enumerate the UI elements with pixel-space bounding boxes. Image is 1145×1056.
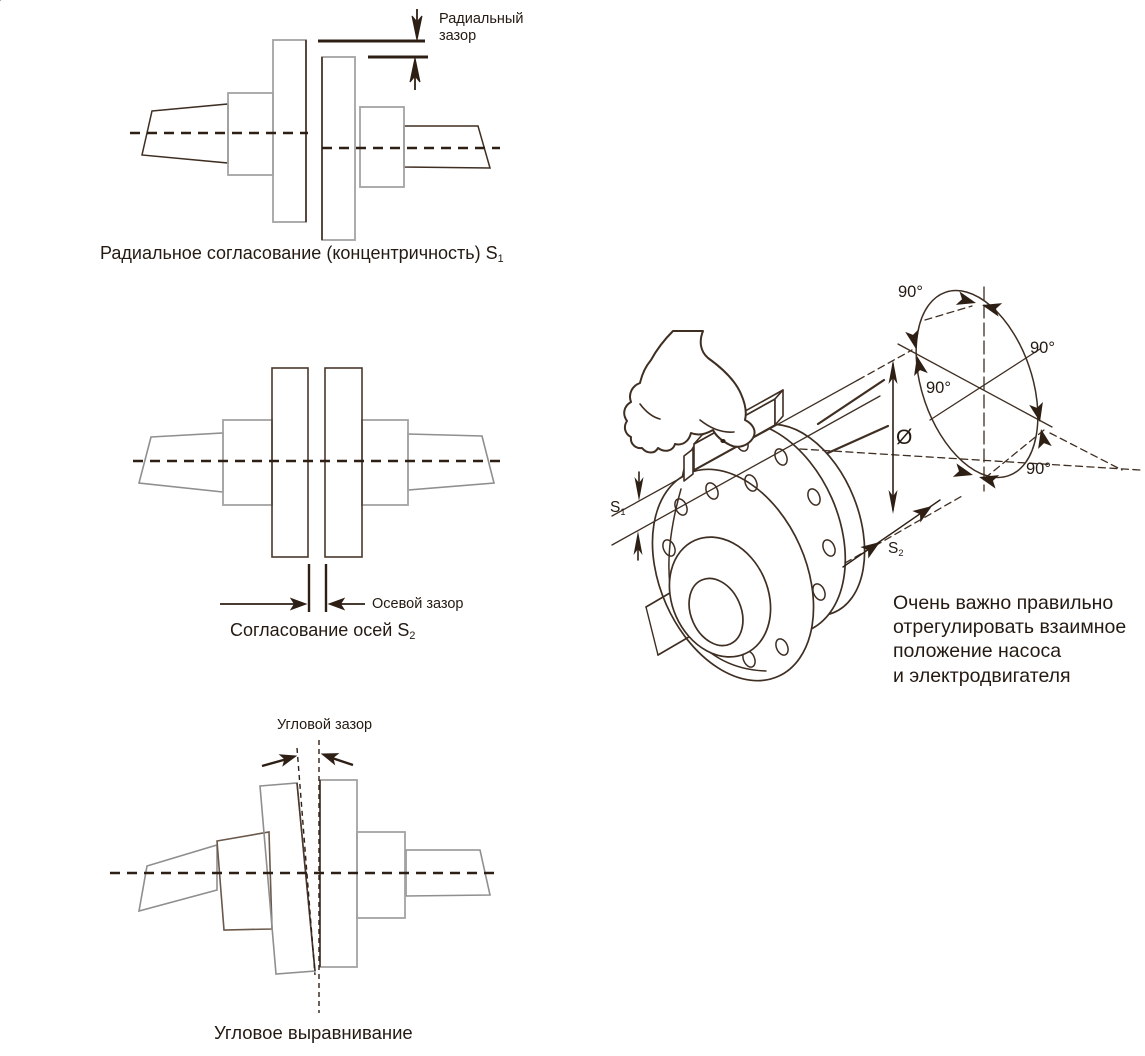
tilted-axis-dashed xyxy=(297,748,315,975)
note-line: отрегулировать взаимное xyxy=(893,616,1127,639)
s2-base: S xyxy=(888,540,899,557)
s2-sub: 2 xyxy=(898,547,904,558)
pump-hub xyxy=(217,832,272,930)
angle-label-right: 90° xyxy=(1030,339,1055,357)
note-line: и электродвигателя xyxy=(893,664,1071,687)
pump-coupling-disc xyxy=(273,40,306,222)
radial-gap-label: Радиальный зазор xyxy=(439,11,524,45)
centerlines xyxy=(130,133,500,148)
motor-hub xyxy=(362,420,408,505)
hand-outline xyxy=(624,331,754,453)
right-arrow-icon xyxy=(280,751,297,766)
angular-caption: Угловое выравнивание xyxy=(214,1022,413,1043)
radial-gap-indicator xyxy=(318,9,428,90)
axial-caption xyxy=(230,620,415,642)
left-arrow-icon xyxy=(320,749,338,764)
motor-coupling-disc xyxy=(325,368,362,557)
coupling-left-half xyxy=(139,368,308,557)
pump-hub xyxy=(223,420,272,505)
coupling-left-half xyxy=(142,40,306,222)
note-line: положение насоса xyxy=(893,640,1062,663)
axial-gap-label: Осевой зазор xyxy=(372,596,464,612)
angle-label-top: 90° xyxy=(898,283,923,301)
coupling-right-half xyxy=(325,368,494,557)
hand xyxy=(624,331,754,453)
s1-sub: 1 xyxy=(620,506,626,517)
s2-label xyxy=(888,540,904,558)
coupling-left-half xyxy=(139,783,315,974)
diameter-symbol: Ø xyxy=(896,426,913,449)
s1-dimension xyxy=(634,472,644,560)
angle-label-bottom: 90° xyxy=(1026,460,1051,478)
angle-label-center: 90° xyxy=(926,379,951,397)
finger-mark xyxy=(720,439,725,443)
motor-hub xyxy=(357,832,405,918)
axial-caption-text: Согласование осей S xyxy=(230,620,410,640)
axial-caption-sub: 2 xyxy=(409,630,416,643)
angular-gap-label: Угловой зазор xyxy=(277,717,373,733)
pump-coupling-disc xyxy=(272,368,308,557)
arrow-icon xyxy=(912,500,936,522)
disc-face-edge xyxy=(297,783,315,971)
note-line: Очень важно правильно xyxy=(893,592,1114,614)
radial-caption xyxy=(100,243,504,265)
radial-caption-text: Радиальное согласование (концентричность) S xyxy=(100,243,498,263)
left-arrow-icon xyxy=(332,758,353,765)
pump-shaft xyxy=(139,845,217,911)
radial-caption-sub: 1 xyxy=(497,253,504,266)
note-text xyxy=(893,591,1126,688)
diagram-angular-alignment xyxy=(100,700,520,1056)
pump-shaft xyxy=(139,433,223,492)
s1-base: S xyxy=(610,499,621,516)
pump-shaft-end xyxy=(646,607,658,655)
s1-label xyxy=(610,499,626,517)
